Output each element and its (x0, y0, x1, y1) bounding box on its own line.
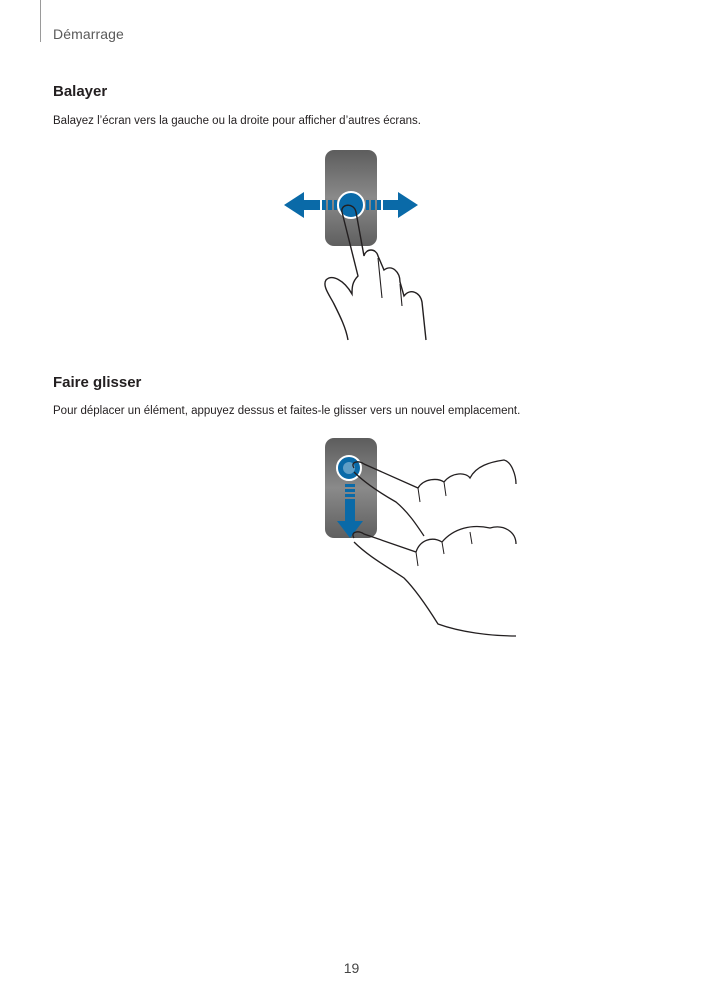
section-text-swipe: Balayez l’écran vers la gauche ou la droite pour afficher d’autres écrans. (53, 115, 421, 127)
section-text-drag: Pour déplacer un élément, appuyez dessus et faites-le glisser vers un nouvel emplacement. (53, 405, 521, 417)
drag-gesture-icon (320, 432, 530, 642)
hand-outline-start (353, 460, 516, 488)
hand-outline-end (353, 527, 516, 552)
swipe-gesture-icon (280, 148, 460, 344)
page-number: 19 (343, 960, 360, 976)
margin-rule (40, 0, 41, 42)
section-title-drag: Faire glisser (53, 374, 142, 391)
running-head: Démarrage (53, 26, 124, 42)
section-title-swipe: Balayer (53, 83, 108, 100)
